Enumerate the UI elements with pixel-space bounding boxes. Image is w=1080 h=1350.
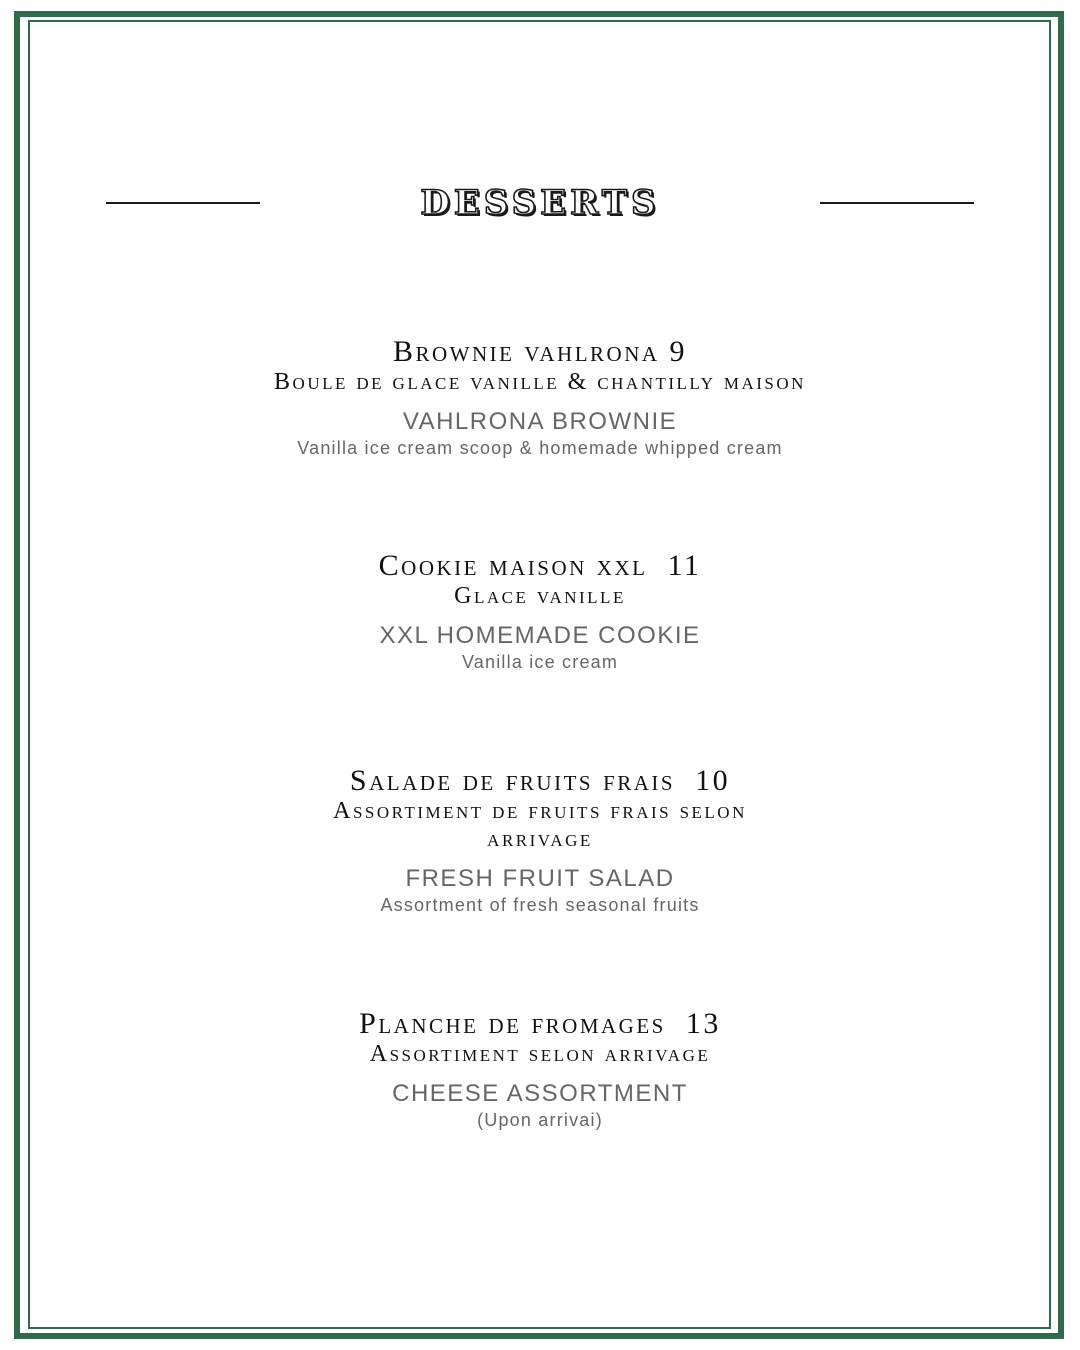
- item-french-description: Glace vanille: [454, 583, 626, 609]
- item-english-description: Vanilla ice cream scoop & homemade whipped cream: [297, 438, 783, 458]
- menu-item-cookie: [0, 550, 1080, 674]
- item-french-name: Brownie vahlrona 9: [392, 335, 688, 368]
- item-english-name: XXL HOMEMADE COOKIE: [379, 622, 701, 649]
- item-french-description: Assortiment selon arrivage: [369, 1041, 711, 1067]
- menu-title: DESSERTS: [420, 183, 660, 223]
- item-english-name: VAHLRONA BROWNIE: [402, 408, 678, 435]
- item-french-name: Cookie maison xxl 11: [378, 549, 702, 582]
- item-english-description: (Upon arrivai): [477, 1110, 603, 1130]
- item-english-description: Assortment of fresh seasonal fruits: [380, 895, 700, 915]
- item-french-description: Boule de glace vanille & chantilly maison: [274, 369, 806, 395]
- item-english-name: FRESH FRUIT SALAD: [405, 865, 675, 892]
- item-french-name: Planche de fromages 13: [359, 1007, 721, 1040]
- item-french-description: Assortiment de fruits frais selon arrivage: [333, 798, 747, 852]
- title-right-rule: [820, 202, 974, 204]
- menu-item-fruit-salad: [0, 765, 1080, 917]
- item-english-name: CHEESE ASSORTMENT: [392, 1080, 688, 1107]
- menu-item-brownie: [0, 336, 1080, 460]
- item-french-name: Salade de fruits frais 10: [349, 764, 731, 797]
- item-english-description: Vanilla ice cream: [461, 652, 619, 672]
- menu-item-cheese-board: [0, 1008, 1080, 1132]
